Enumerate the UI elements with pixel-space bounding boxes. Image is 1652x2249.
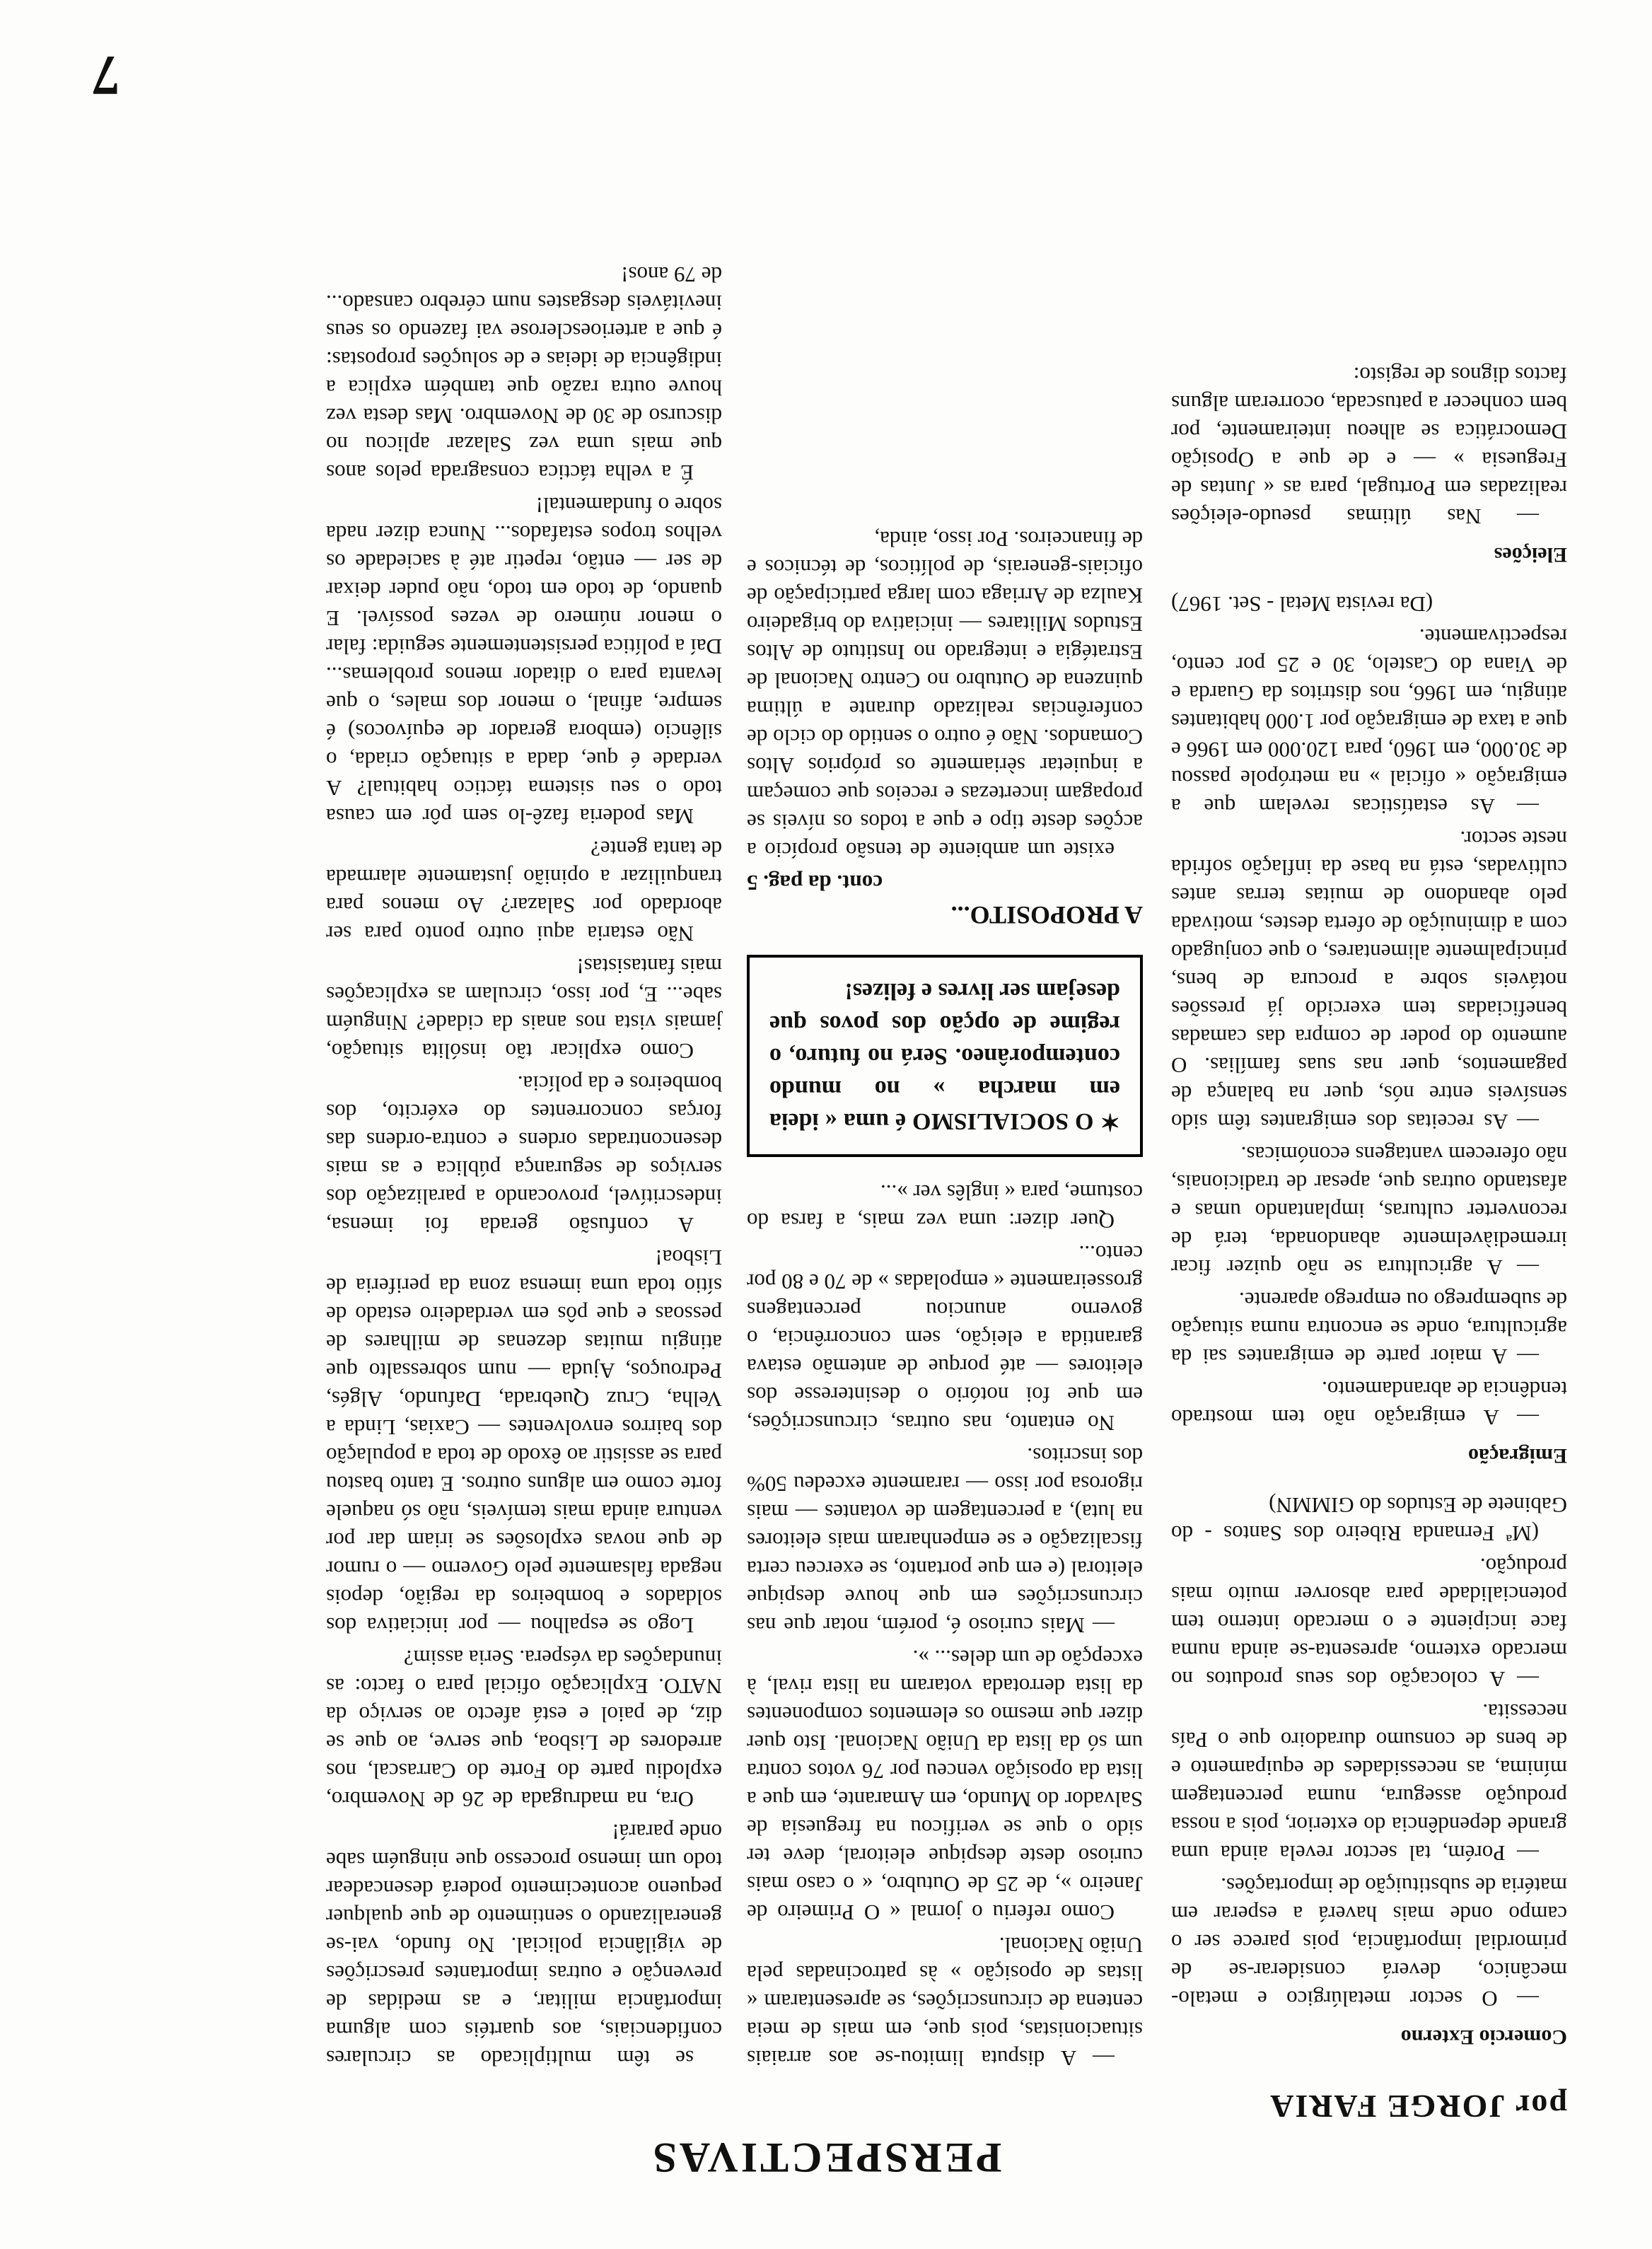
- paragraph: É a velha táctica consagrada pelos anos que mais uma vez Salazar aplicou no discurso de 30 de Novembro. Mas desta vez houve outra razão que também explica a indigência de ideias e de soluções propostas: é que a arterioesclerose vai fazendo os seus inevitáveis desgastes num cérebro cansado... de 79 anos!: [326, 262, 722, 485]
- article-heading: A PROPOSITO...: [950, 901, 1143, 929]
- column-2: [747, 521, 1143, 2072]
- paragraph: Logo se espalhou — por iniciativa dos soldados e bombeiros da região, depois negada falsamente pelo Governo — o rumor de que novas explosões se iriam dar por ventura ainda mais temíveis, não só naquele forte como em alguns outros. E tanto bastou para se assistir ao êxodo de toda a população dos bairros envolventes — Caxias, Linda a Velha, Cruz Quebrada, Dafundo, Algés, Pedrouços, Ajuda — num sobressalto que atingiu muitas dezenas de milhares de pessoas e que pôs em verdadeiro estado de sítio toda uma imensa zona da periferia de Lisboa!: [326, 1245, 722, 1638]
- paragraph: existe um ambiente de tensão propício a acções deste tipo e que a todos os níveis se propagam incertezas e receios que começam a inquietar sèriamente os próprios Altos Comandos. Não é outro o sentido do ciclo de conferências realizado durante a última quinzena de Outubro no Centro Nacional de Estratégia e integrado no Instituto de Altos Estudos Militares — iniciativa do brigadeiro Kaulza de Arriaga com larga participação de oficiais-generais, de políticos, de técnicos e de financeiros. Por isso, ainda,: [747, 527, 1143, 863]
- paragraph: — As estatísticas revelam que a emigração « oficial » na metrópole passou de 30.000, em 1960, para 120.000 em 1966 e que a taxa de emigração por 1.000 habitantes atingiu, em 1966, nos distritos da Guarda e de Viana do Castelo, 30 e 25 por cento, respectivamente.: [1171, 624, 1567, 819]
- paragraph: Não estaria aqui outro ponto para ser abordado por Salazar? Ao menos para tranquilizar a opinião justamente alarmada de tanta gente?: [326, 837, 722, 946]
- column-3: [326, 256, 722, 2072]
- paragraph: No entanto, nas outras, circunscrições, em que foi notório o desinteresse dos eleitores — até porque de antemão estava garantida a eleição, sem concorrência, o governo anunciou percentagens grosseiramente « empoladas » de 70 e 80 por cento...: [747, 1241, 1143, 1436]
- paragraph: — Porém, tal sector revela ainda uma grande dependência do exterior, pois a nossa produção assegura, numa percentagem mínima, as necessidades de equipamento e de bens de consumo duradoiro que o País necessita.: [1171, 1699, 1567, 1866]
- paragraph: Quer dizer: uma vez mais, a farsa do costume, para « inglês ver »...: [747, 1180, 1143, 1233]
- continuation-note: cont. da pag. 5: [747, 871, 883, 895]
- paragraph: A confusão gerada foi imensa, indescritível, provocando a paralização dos serviços de segurança pública e as mais desencontradas ordens e contra-ordens das forças concorrentes do exército, dos bombeiros e da polícia.: [326, 1071, 722, 1238]
- page-number: 7: [92, 44, 120, 106]
- paragraph: Mas poderia fazê-lo sem pôr em causa todo o seu sistema táctico habitual? A verdade é que, dada a situação criada, o silêncio (embora gerador de equívocos) é sempre, afinal, o menor dos males, o que levanta para o ditador menos problemas... Daí a política persistentemente seguida: falar o menor número de vezes possível. E quando, de todo em todo, não puder deixar de ser — então, repetir até à saciedade os velhos tropos estafados... Nunca dizer nada sobre o fundamental!: [326, 493, 722, 829]
- section-heading: Comercio Externo: [1400, 2026, 1567, 2049]
- paragraph: — A disputa limitou-se aos arraiais situacionistas, pois que, em mais de meia centena de circunscrições, se apresentaram « listas de oposição » às patrocinadas pela União Nacional.: [747, 1933, 1143, 2071]
- paragraph: — Mais curioso é, porém, notar que nas circunscrições em que houve despique eleitoral (e em que portanto, se exerceu certa fiscalização e se empenharam mais eleitores na luta), a percentagem de votantes — mais rigorosa por isso — raramente excedeu 50% dos inscritos.: [747, 1443, 1143, 1638]
- boxed-quote: [747, 955, 1143, 1157]
- section-heading: Eleições: [1494, 543, 1567, 566]
- paragraph: Como referiu o jornal « O Primeiro de Janeiro », de 25 de Outubro, « o caso mais curioso deste despique eleitoral, deve ter sido o que se verificou na freguesia de Salvador do Mundo, em Amarante, em que a lista da oposição venceu por 76 votos contra um só da lista da União Nacional. Isto quer dizer que mesmo os elementos componentes da lista derrotada votaram na lista rival, à excepção de um deles... ».: [747, 1646, 1143, 1925]
- paragraph: — A agricultura se não quizer ficar irremediàvelmente abandonada, terá de reconverter culturas, implantando umas e afastando outras que, apesar de tradicionais, não oferecem vantagens económicas.: [1171, 1142, 1567, 1280]
- page-title: PERSPECTIVAS: [650, 2134, 1002, 2181]
- paragraph: — As receitas dos emigrantes têm sido sensíveis entre nós, quer na balança de pagamentos, quer nas suas famílias. O aumento do poder de compra das camadas beneficiadas tem exercido já pressões notáveis sobre a procura de bens, principalmente alimentares, o que conjugado com a diminuição de oferta destes, motivada pelo abandono de muitas terras antes cultivadas, está na base da inflação sofrida neste sector.: [1171, 827, 1567, 1134]
- column-1: [1171, 356, 1567, 2072]
- paragraph: — A maior parte de emigrantes sai da agricultura, onde se encontra numa situação de subemprego ou emprego aparente.: [1171, 1288, 1567, 1369]
- source-note: (Mª Fernanda Ribeiro dos Santos - do Gabinete de Estudos do GIMMN): [1171, 1493, 1567, 1546]
- paragraph: Ora, na madrugada de 26 de Novembro, explodiu parte do Forte do Carrascal, nos arredores de Lisboa, que serve, ao que se diz, de paiol e está afecto ao serviço da NATO. Explicação oficial para o facto: as inundações da véspera. Seria assim?: [326, 1646, 722, 1812]
- section-heading: Emigração: [1468, 1444, 1567, 1468]
- source-note: (Da revista Metal - Set. 1967): [1171, 592, 1433, 617]
- paragraph: — A colocação dos seus produtos no mercado externo, apresenta-se ainda numa face incipiente e o mercado interno tem potencialidade para absorver muito mais produção.: [1171, 1554, 1567, 1692]
- paragraph: se têm multiplicado as circulares confidenciais, aos quartéis com alguma importância militar, e as medidas de prevenção e outras importantes prescrições de vigilância policial. No fundo, vai-se generalizando o sentimento de que qualquer pequeno acontecimento poderá desencadear todo um imenso processo que ninguém sabe onde parará!: [326, 1820, 722, 2071]
- paragraph: — A emigração não tem mostrado tendência de abrandamento.: [1171, 1377, 1567, 1430]
- byline: por JORGE FARIA: [1269, 2088, 1567, 2125]
- boxed-quote-text: ✶ O SOCIALISMO é uma « ideia em marcha » no mundo contemporâneo. Será no futuro, o regime de opção dos povos que desejam ser livres e felizes!: [769, 978, 1120, 1134]
- paragraph: — O sector metalúrgico e metalo-mecânico, deverá considerar-se de primordial importância, pois parece ser o campo onde mais haverá a esperar em matéria de substituição de importações.: [1171, 1873, 1567, 2011]
- paragraph: Como explicar tão insólita situação, jamais vista nos anais da cidade? Ninguém sabe... E, por isso, circulam as explicações mais fantasistas!: [326, 954, 722, 1064]
- paragraph: — Nas últimas pseudo-eleições realizadas em Portugal, para as « Juntas de Freguesia » — e de que a Oposição Democrática se alheou inteiramente, por bem conhecer a patuscada, ocorreram alguns factos dignos de registo:: [1171, 363, 1567, 529]
